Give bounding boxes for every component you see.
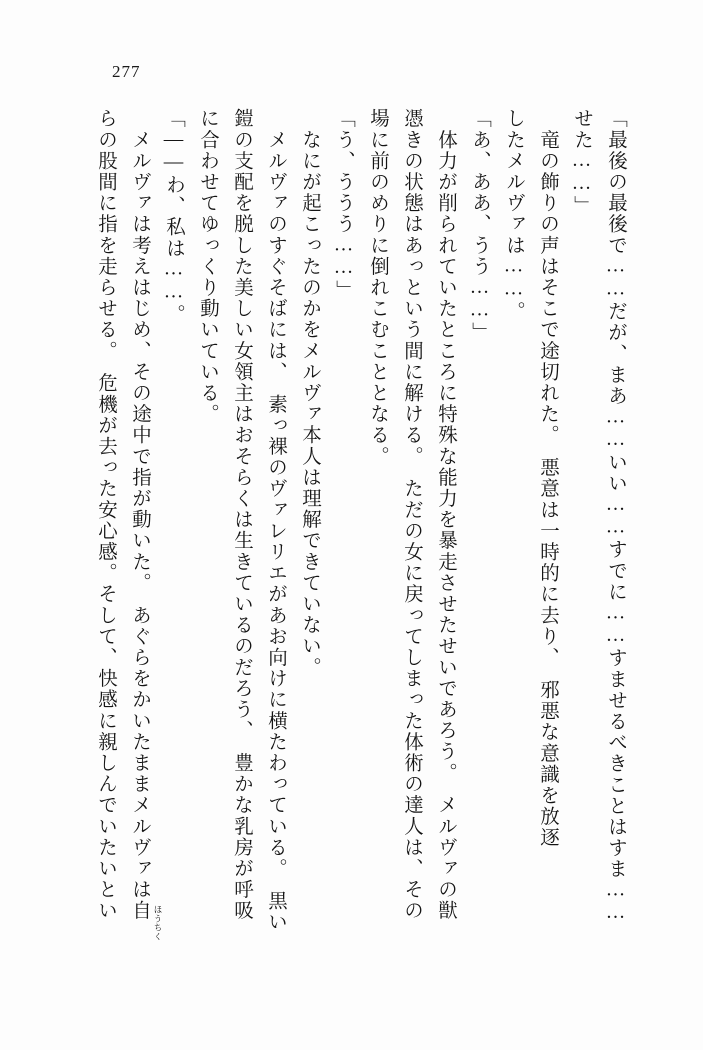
text-column: 場に前のめりに倒れこむこととなる。	[367, 108, 388, 467]
text-column: 憑きの状態はあっという間に解ける。 ただの女に戻ってしまった体術の達人は、その	[401, 108, 422, 922]
text-column: 「最後の最後で……だが、まあ……いい……すでに……すませるべきことはすま……	[605, 108, 626, 925]
page-number: 277	[112, 62, 141, 81]
text-column: 「――わ、私は……。	[163, 108, 184, 325]
text-column: 鎧の支配を脱した美しい女領主はおそらくは生きているのだろう、 豊かな乳房が呼吸	[231, 108, 252, 922]
text-column: 竜の飾りの声はそこで途切れた。 悪意は一時的に去り、 邪悪な意識を放逐	[537, 108, 558, 849]
text-column: なにが起こったのかをメルヴァ本人は理解できていない。	[299, 108, 320, 678]
text-column: メルヴァのすぐそばには、 素っ裸のヴァレリエがあお向けに横たわっている。 黒い	[265, 108, 286, 933]
text-column: らの股間に指を走らせる。 危機が去った安心感。そして、快感に親しんでいたいとい	[95, 108, 116, 922]
text-column: メルヴァは考えはじめ、その途中で指が動いた。 あぐらをかいたままメルヴァは自	[129, 108, 150, 922]
text-column: 「う、ううう……」	[333, 108, 354, 301]
vertical-text-body	[78, 108, 625, 988]
ruby-annotation-houchiku: ほうちく	[153, 905, 163, 941]
text-column: 体力が削られていたところに特殊な能力を暴走させたせいであろう。 メルヴァの獣	[435, 108, 456, 922]
text-column: したメルヴァは……。	[503, 108, 524, 322]
text-column: 「あ、ああ、うう……」	[469, 108, 490, 344]
text-column: に合わせてゆっくり動いている。	[197, 108, 218, 425]
text-column: せた……」	[571, 108, 592, 217]
